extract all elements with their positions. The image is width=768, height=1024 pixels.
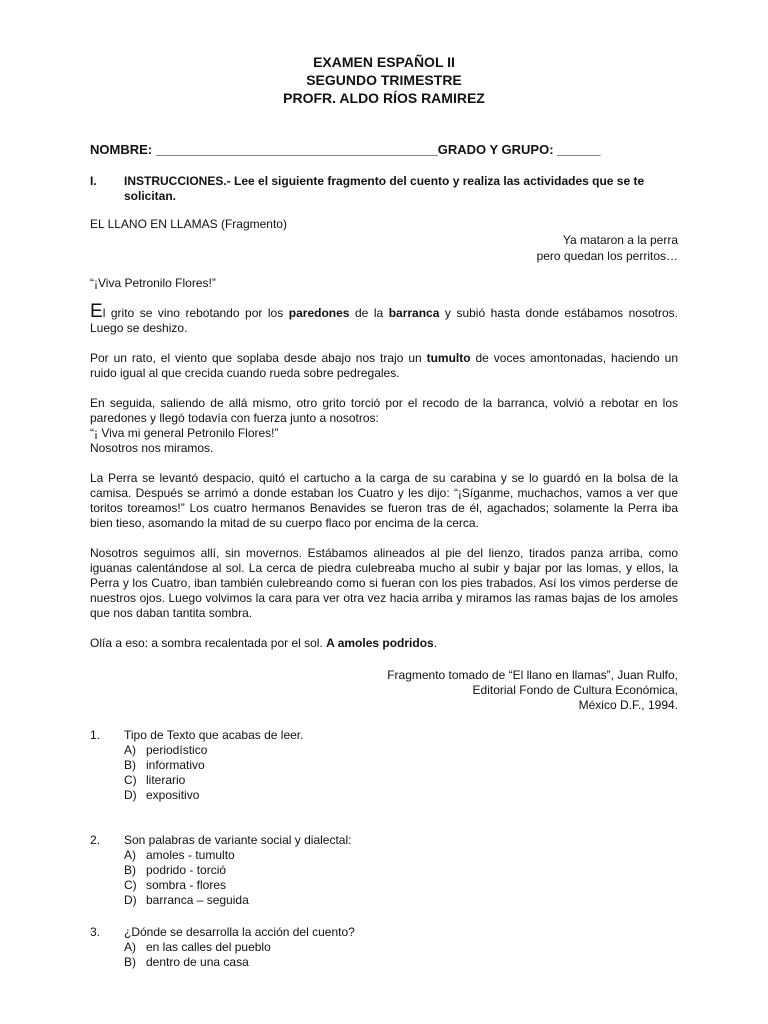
option-item — [124, 773, 678, 788]
option-letter: D) — [124, 893, 137, 907]
instructions — [90, 174, 678, 204]
option-list — [90, 848, 678, 908]
citation-line: Editorial Fondo de Cultura Económica, — [472, 683, 678, 697]
exam-title: EXAMEN ESPAÑOL II — [313, 54, 455, 70]
exam-term: SEGUNDO TRIMESTRE — [306, 72, 462, 88]
option-list — [90, 743, 678, 803]
question-number: 3. — [90, 925, 101, 939]
story-paragraph: La Perra se levantó despacio, quitó el cartucho a la carga de su carabina y se lo guardó en la bolsa de la camisa. Después se arrimó a donde estaban los Cuatro y les dijo: “¡Síganme, muchachos, vamos a ver que toritos toreamos!” Los cuatro hermanos Benavides se fueron tras de él, agachados; solamente la Perra iba bien tieso, asomando la mitad de su cuerpo flaco por encima de la cerca. — [90, 471, 678, 530]
question-text: ¿Dónde se desarrolla la acción del cuento? — [124, 925, 355, 939]
bold-word: A amoles podridos — [326, 636, 434, 650]
text-run: Olía a eso: a sombra recalentada por el sol. — [90, 636, 327, 650]
story-paragraph — [90, 396, 678, 456]
option-text: informativo — [146, 758, 205, 772]
option-letter: C) — [124, 773, 137, 787]
bold-word: paredones — [288, 306, 350, 320]
bold-word: tumulto — [426, 351, 471, 365]
option-item — [124, 878, 678, 893]
option-item — [124, 955, 678, 970]
citation-line: México D.F., 1994. — [578, 698, 678, 712]
option-text: literario — [146, 773, 186, 787]
text-run: de la — [349, 306, 389, 320]
story-paragraph: Nosotros seguimos allí, sin movernos. Estábamos alineados al pie del lienzo, tirados panza arriba, como iguanas calentándose al sol. La cerca de piedra culebreaba mucho al subir y bajar por las lomas, y ellos, la Perra y los Cuatro, iban también culebreando como si fueran con los pies trabados. Así los vimos perderse de nuestros ojos. Luego volvimos la cara para ver otra vez hacia arriba y miramos las ramas bajas de los amoles que nos daban tantita sombra. — [90, 546, 678, 620]
section-number: I. — [90, 174, 97, 188]
option-item — [124, 743, 678, 758]
option-item — [124, 848, 678, 863]
story-title: EL LLANO EN LLAMAS (Fragmento) — [90, 217, 287, 231]
option-letter: C) — [124, 878, 137, 892]
option-letter: B) — [124, 758, 136, 772]
drop-cap: E — [90, 301, 103, 322]
option-text: sombra - flores — [146, 878, 227, 892]
option-text: amoles - tumulto — [146, 848, 235, 862]
option-item — [124, 788, 678, 803]
student-info-line — [90, 142, 601, 157]
text-run: En seguida, saliendo de allá mismo, otro grito torció por el recodo de la barranca, volvió a rebotar en los paredones y llegó todavía con fuerza junto a nosotros: — [90, 396, 678, 425]
option-text: podrido - torció — [146, 863, 227, 877]
option-letter: B) — [124, 863, 136, 877]
name-label: NOMBRE: — [90, 142, 153, 157]
exam-header — [0, 53, 768, 107]
question-1 — [90, 728, 678, 803]
option-letter: D) — [124, 788, 137, 802]
epigraph-line: pero quedan los perritos… — [536, 249, 678, 263]
text-run: de voces amontonadas, haciendo un ruido igual al que crecida cuando rueda sobre pedregales. — [90, 351, 678, 380]
text-run: Nosotros nos miramos. — [90, 441, 214, 455]
citation-line: Fragmento tomado de “El llano en llamas”, Juan Rulfo, — [387, 668, 678, 682]
source-citation — [387, 668, 678, 713]
grade-blank: ______ — [557, 142, 601, 157]
option-list — [90, 940, 678, 970]
option-item — [124, 863, 678, 878]
story-paragraph — [90, 351, 678, 381]
question-number: 1. — [90, 728, 101, 742]
option-text: expositivo — [146, 788, 200, 802]
option-item — [124, 940, 678, 955]
option-letter: B) — [124, 955, 136, 969]
text-run: y subió hasta donde estábamos nosotros. Luego se deshizo. — [90, 306, 678, 335]
question-2 — [90, 833, 678, 908]
text-run: “¡ Viva mi general Petronilo Flores!” — [90, 426, 279, 440]
question-3 — [90, 925, 678, 970]
text-run: l grito se vino rebotando por los — [102, 306, 289, 320]
option-item — [124, 893, 678, 908]
option-text: periodístico — [146, 743, 208, 757]
option-item — [124, 758, 678, 773]
story-epigraph — [537, 232, 678, 264]
question-text: Son palabras de variante social y dialectal: — [124, 833, 352, 847]
grade-label: GRADO Y GRUPO: — [437, 142, 554, 157]
question-text: Tipo de Texto que acabas de leer. — [124, 728, 304, 742]
story-paragraph — [90, 301, 678, 336]
name-blank: _______________________________________ — [155, 142, 438, 157]
option-letter: A) — [124, 743, 136, 757]
option-letter: A) — [124, 940, 136, 954]
option-text: barranca – seguida — [146, 893, 249, 907]
story-paragraph — [90, 636, 678, 651]
opening-quote: “¡Viva Petronilo Flores!” — [90, 276, 216, 290]
bold-word: barranca — [388, 306, 440, 320]
text-run: . — [433, 636, 438, 650]
epigraph-line: Ya mataron a la perra — [562, 233, 678, 247]
question-number: 2. — [90, 833, 101, 847]
story-body — [90, 301, 678, 666]
option-text: en las calles del pueblo — [146, 940, 271, 954]
text-run: Por un rato, el viento que soplaba desde abajo nos trajo un — [90, 351, 427, 365]
instructions-text: INSTRUCCIONES.- Lee el siguiente fragmento del cuento y realiza las actividades que se te solicitan. — [124, 174, 645, 203]
exam-teacher: PROFR. ALDO RÍOS RAMIREZ — [283, 90, 485, 106]
option-text: dentro de una casa — [146, 955, 249, 969]
option-letter: A) — [124, 848, 136, 862]
